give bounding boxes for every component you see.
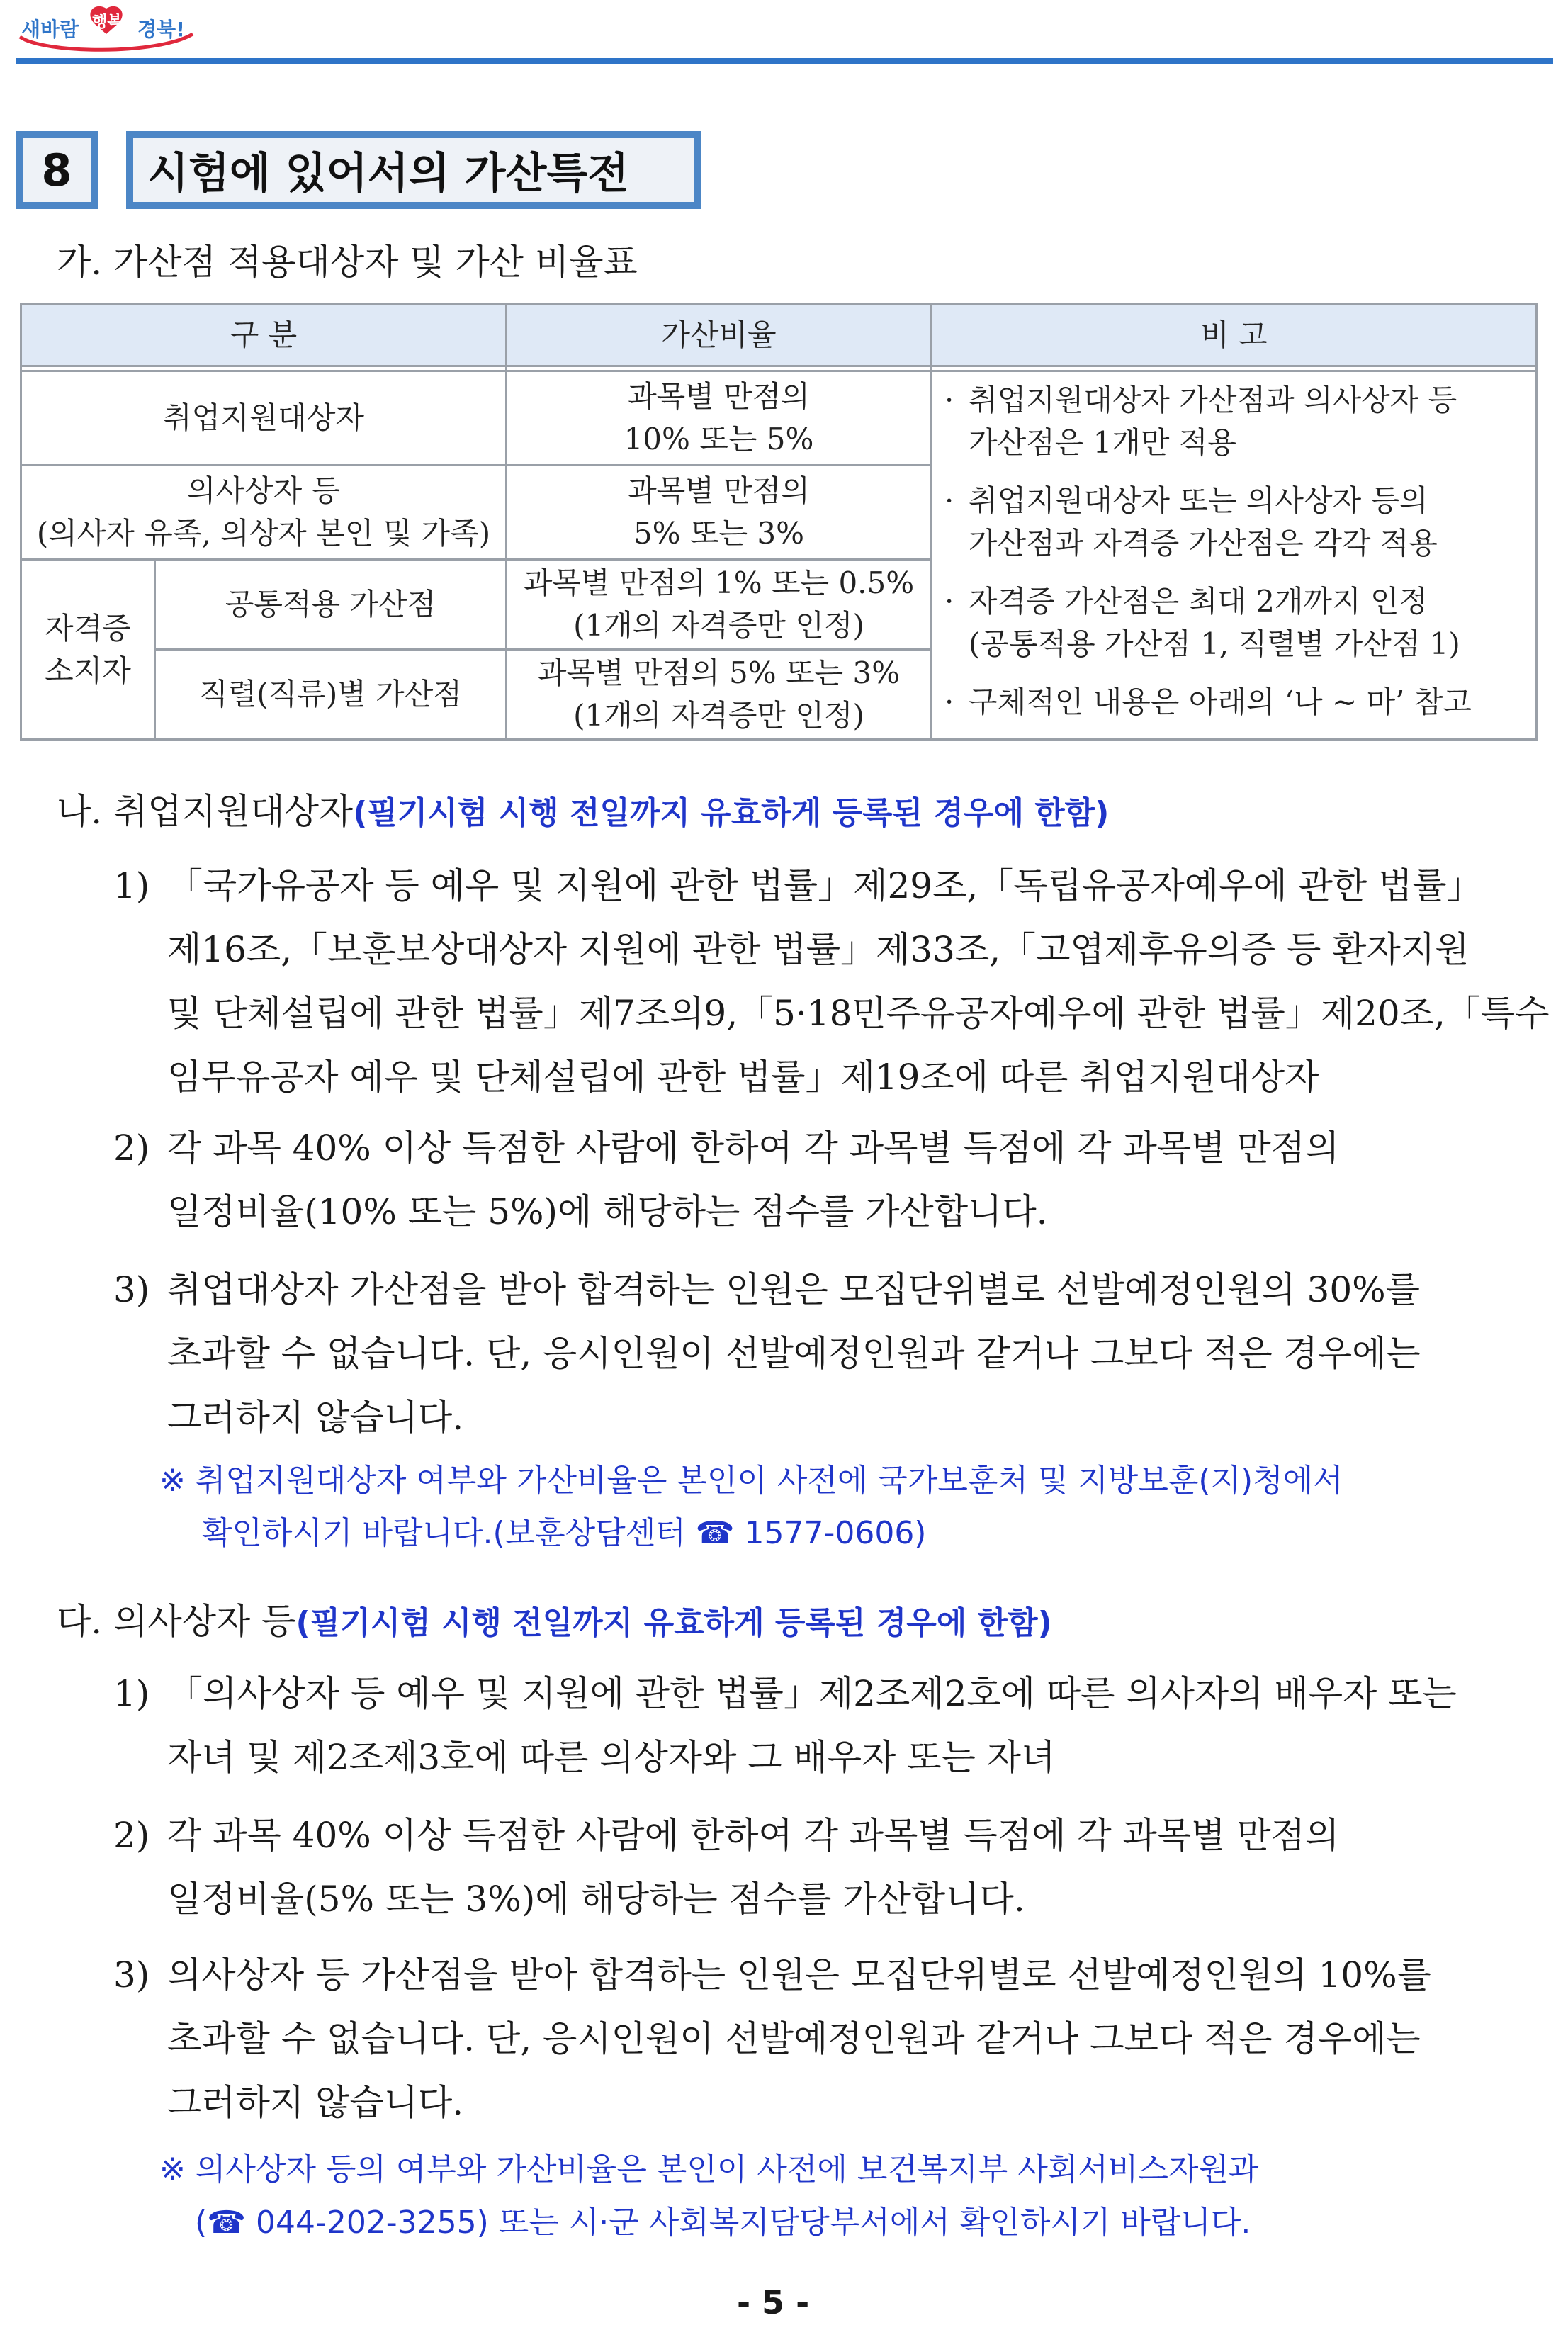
item-line: 각 과목 40% 이상 득점한 사람에 한하여 각 과목별 득점에 각 과목별 만점의 bbox=[167, 1127, 1340, 1169]
na-heading-text: 나. 취업지원대상자 bbox=[57, 791, 354, 832]
row-ratio-job-cert bbox=[507, 651, 930, 738]
row-ratio-employment bbox=[507, 372, 930, 464]
table-divider bbox=[22, 365, 1535, 367]
item-line: 임무유공자 예우 및 단체설립에 관한 법률」제19조에 따른 취업지원대상자 bbox=[167, 1057, 1319, 1098]
group-label-text: 자격증 bbox=[45, 610, 131, 646]
ratio-line: 10% 또는 5% bbox=[624, 422, 814, 456]
group-label-text: 소지자 bbox=[45, 653, 131, 688]
remark-line: 자격증 가산점은 최대 2개까지 인정 bbox=[969, 584, 1428, 619]
logo-text-1: 새바람 bbox=[21, 18, 79, 41]
remark-item bbox=[942, 480, 1530, 565]
page-number: - 5 - bbox=[737, 2283, 810, 2321]
bullet-icon: · bbox=[944, 584, 954, 619]
da-heading bbox=[57, 1593, 1052, 1644]
section-number: 8 bbox=[23, 138, 91, 202]
na-note-line-1: ※ 취업지원대상자 여부와 가산비율은 본인이 사전에 국가보훈처 및 지방보훈(지)청에서 bbox=[159, 1463, 1343, 1499]
bullet-icon: · bbox=[944, 483, 954, 518]
item-line: 초과할 수 없습니다. 단, 응시인원이 선발예정인원과 같거나 그보다 적은 경우에는 bbox=[167, 2018, 1421, 2059]
section-number-box bbox=[16, 131, 98, 209]
logo-text-2: 행복 bbox=[92, 13, 123, 31]
remark-item bbox=[942, 580, 1530, 665]
table-divider bbox=[930, 305, 932, 738]
item-number: 3) bbox=[113, 1269, 150, 1310]
ratio-line: 과목별 만점의 bbox=[628, 473, 810, 508]
row-label-common-cert bbox=[156, 561, 505, 648]
row-ratio-common-cert bbox=[507, 561, 930, 648]
header-rule bbox=[16, 58, 1553, 64]
row-label-job-cert bbox=[156, 651, 505, 738]
remark-line: 구체적인 내용은 아래의 ‘나 ~ 마’ 참고 bbox=[969, 685, 1472, 719]
item-line: 「국가유공자 등 예우 및 지원에 관한 법률」제29조,「독립유공자예우에 관한 법률」 bbox=[167, 865, 1482, 906]
bonus-table bbox=[20, 303, 1538, 741]
item-number: 1) bbox=[113, 865, 150, 906]
row-label-text: (의사자 유족, 의상자 본인 및 가족) bbox=[36, 516, 491, 551]
item-number: 2) bbox=[113, 1127, 150, 1169]
remark-line: 취업지원대상자 또는 의사상자 등의 bbox=[969, 483, 1428, 518]
row-label-text: 공통적용 가산점 bbox=[225, 587, 436, 621]
ratio-line: (1개의 자격증만 인정) bbox=[573, 608, 864, 643]
table-header-ratio: 가산비율 bbox=[507, 305, 930, 365]
ratio-line: 과목별 만점의 bbox=[628, 379, 810, 414]
bullet-icon: · bbox=[944, 685, 954, 719]
item-number: 1) bbox=[113, 1673, 150, 1714]
item-number: 2) bbox=[113, 1815, 150, 1856]
remark-item bbox=[942, 681, 1530, 724]
remark-item bbox=[942, 379, 1530, 464]
remark-line: 취업지원대상자 가산점과 의사상자 등 bbox=[969, 383, 1457, 417]
row-label-text: 직렬(직류)별 가산점 bbox=[199, 677, 462, 711]
item-line: 일정비율(5% 또는 3%)에 해당하는 점수를 가산합니다. bbox=[167, 1879, 1025, 1920]
na-heading-note: (필기시험 시행 전일까지 유효하게 등록된 경우에 한함) bbox=[353, 795, 1110, 831]
section-title: 시험에 있어서의 가산특전 bbox=[133, 138, 694, 202]
remarks-list bbox=[942, 379, 1530, 724]
table-header-remarks: 비 고 bbox=[932, 305, 1535, 365]
na-item-1 bbox=[113, 854, 1550, 1109]
remark-line: 가산점은 1개만 적용 bbox=[969, 425, 1236, 460]
ga-heading: 가. 가산점 적용대상자 및 가산 비율표 bbox=[57, 242, 638, 283]
row-label-casualty bbox=[22, 466, 505, 558]
item-line: 제16조,「보훈보상대상자 지원에 관한 법률」제33조,「고엽제후유의증 등 환자지원 bbox=[167, 929, 1470, 970]
item-line: 및 단체설립에 관한 법률」제7조의9,「5·18민주유공자예우에 관한 법률」제20조,「특수 bbox=[167, 993, 1550, 1034]
remark-line: 가산점과 자격증 가산점은 각각 적용 bbox=[969, 526, 1438, 561]
section-title-box bbox=[126, 131, 701, 209]
ratio-line: 과목별 만점의 5% 또는 3% bbox=[537, 655, 901, 690]
logo-text-3: 경북! bbox=[137, 18, 185, 41]
da-heading-note: (필기시험 시행 전일까지 유효하게 등록된 경우에 한함) bbox=[295, 1605, 1052, 1641]
da-note-line-2: (☎ 044-202-3255) 또는 시·군 사회복지담당부서에서 확인하시기 바랍니다. bbox=[195, 2205, 1251, 2241]
item-line: 초과할 수 없습니다. 단, 응시인원이 선발예정인원과 같거나 그보다 적은 경우에는 bbox=[167, 1333, 1421, 1374]
na-item-3 bbox=[113, 1258, 1545, 1449]
item-line: 「의사상자 등 예우 및 지원에 관한 법률」제2조제2호에 따른 의사자의 배우자 또는 bbox=[167, 1673, 1457, 1714]
row-label-text: 취업지원대상자 bbox=[162, 400, 364, 435]
table-header-category: 구 분 bbox=[22, 305, 505, 365]
da-item-3 bbox=[113, 1943, 1545, 2134]
bullet-icon: · bbox=[944, 383, 954, 417]
item-number: 3) bbox=[113, 1954, 150, 1995]
item-line: 의사상자 등 가산점을 받아 합격하는 인원은 모집단위별로 선발예정인원의 10%를 bbox=[167, 1954, 1431, 1995]
ratio-line: 5% 또는 3% bbox=[633, 516, 805, 551]
da-heading-text: 다. 의사상자 등 bbox=[57, 1601, 296, 1642]
remark-line: (공통적용 가산점 1, 직렬별 가산점 1) bbox=[969, 626, 1460, 661]
ratio-line: 과목별 만점의 1% 또는 0.5% bbox=[523, 565, 915, 600]
item-line: 각 과목 40% 이상 득점한 사람에 한하여 각 과목별 득점에 각 과목별 만점의 bbox=[167, 1815, 1340, 1856]
item-line: 일정비율(10% 또는 5%)에 해당하는 점수를 가산합니다. bbox=[167, 1191, 1048, 1232]
da-item-2 bbox=[113, 1803, 1545, 1931]
item-line: 그러하지 않습니다. bbox=[167, 1397, 464, 1438]
da-item-1 bbox=[113, 1662, 1545, 1789]
row-label-text: 의사상자 등 bbox=[186, 473, 341, 508]
logo bbox=[16, 6, 200, 55]
row-ratio-casualty bbox=[507, 466, 930, 558]
na-item-2 bbox=[113, 1116, 1545, 1244]
row-group-certificate bbox=[22, 561, 154, 738]
item-line: 그러하지 않습니다. bbox=[167, 2082, 464, 2123]
item-line: 자녀 및 제2조제3호에 따른 의상자와 그 배우자 또는 자녀 bbox=[167, 1737, 1056, 1778]
na-note-line-2: 확인하시기 바랍니다.(보훈상담센터 ☎ 1577-0606) bbox=[202, 1515, 927, 1551]
da-note-line-1: ※ 의사상자 등의 여부와 가산비율은 본인이 사전에 보건복지부 사회서비스자원과 bbox=[159, 2151, 1259, 2188]
row-label-employment bbox=[22, 372, 505, 464]
item-line: 취업대상자 가산점을 받아 합격하는 인원은 모집단위별로 선발예정인원의 30%를 bbox=[167, 1269, 1420, 1310]
ratio-line: (1개의 자격증만 인정) bbox=[573, 698, 864, 733]
na-heading bbox=[57, 783, 1109, 834]
